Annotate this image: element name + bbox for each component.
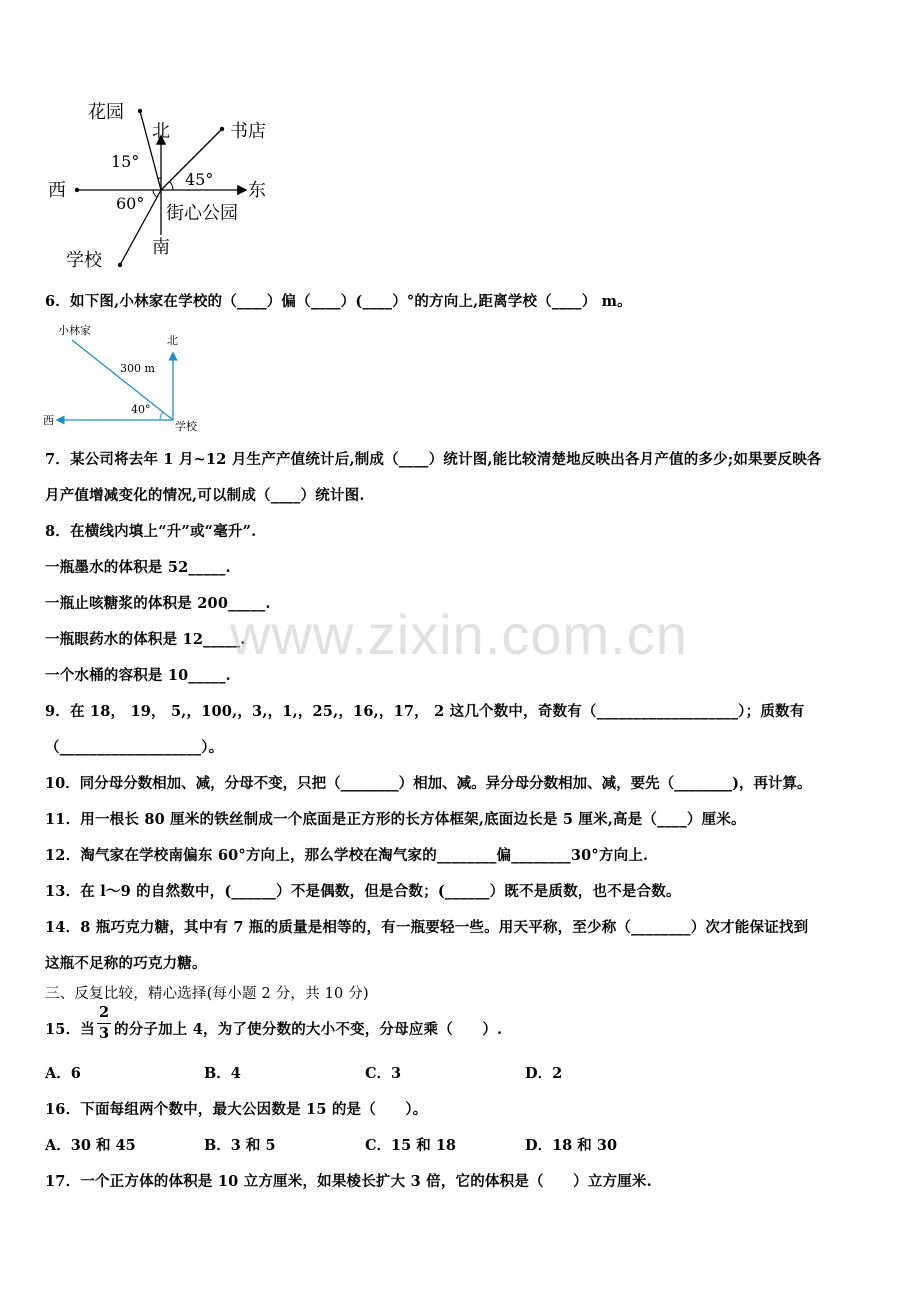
north-label-2: 北 (167, 334, 178, 347)
park-label: 街心公园 (166, 203, 238, 224)
garden-label: 花园 (88, 102, 124, 123)
question-8: 8．在横线内填上“升”或“毫升”. (45, 523, 257, 540)
question-8-a: 一瓶墨水的体积是 52_____. (45, 559, 231, 576)
north-label: 北 (152, 121, 170, 142)
angle-60-label: 60° (116, 194, 145, 213)
direction-diagram-home (40, 318, 220, 433)
question-8-b: 一瓶止咳糖浆的体积是 200_____. (45, 595, 271, 612)
home-label: 小林家 (58, 324, 91, 337)
question-12: 12．淘气家在学校南偏东 60°方向上，那么学校在淘气家的________偏________30°方向上. (45, 847, 649, 864)
angle-arc (160, 412, 163, 420)
angle-arc-60 (153, 190, 157, 197)
question-7-line-1: 7．某公司将去年 1 月~12 月生产产值统计后,制成（____）统计图,能比较清楚地反映出各月产值的多少;如果要反映各 (45, 451, 822, 468)
q15-option-a: A．6 (45, 1065, 81, 1082)
question-8-d: 一个水桶的容积是 10_____. (45, 667, 231, 684)
question-13: 13．在 l～9 的自然数中，(______）不是偶数，但是合数；(______）既不是质数，也不是合数。 (45, 883, 681, 900)
angle-45-label: 45° (185, 170, 214, 189)
garden-point (138, 109, 142, 113)
question-7-line-2: 月产值增减变化的情况,可以制成（____）统计图. (45, 487, 365, 504)
q15-option-c: C．3 (365, 1065, 402, 1082)
watermark: www.zixin.com.cn (230, 603, 688, 666)
school-label-2: 学校 (175, 420, 197, 433)
question-8-c: 一瓶眼药水的体积是 12_____. (45, 631, 246, 648)
q15-option-d: D．2 (525, 1065, 563, 1082)
question-17: 17．一个正方体的体积是 10 立方厘米，如果棱长扩大 3 倍，它的体积是（ ）立方厘米. (45, 1173, 652, 1190)
bookstore-label: 书店 (230, 121, 266, 142)
west-point (75, 188, 79, 192)
question-14-line-1: 14．8 瓶巧克力糖，其中有 7 瓶的质量是相等的，有一瓶要轻一些。用天平称，至少称（________）次才能保证找到 (45, 919, 809, 936)
home-line (72, 340, 173, 420)
east-label: 东 (248, 180, 266, 201)
q16-option-a: A．30 和 45 (45, 1137, 136, 1154)
angle-arc-45 (170, 182, 174, 191)
question-9-line-1: 9．在 18， 19， 5,，100,，3,，1,，25,，16,，17， 2 这几个数中，奇数有（___________________）；质数有 (45, 703, 805, 720)
question-6: 6．如下图,小林家在学校的（____）偏（____）(____）°的方向上,距离学校（____） m。 (45, 293, 632, 310)
question-9-line-2: （___________________）。 (45, 739, 224, 756)
direction-diagram-park (40, 95, 300, 275)
section-3-heading: 三、反复比较，精心选择(每小题 2 分，共 10 分) (45, 986, 369, 1002)
question-16: 16．下面每组两个数中，最大公因数是 15 的是（ ）。 (45, 1101, 428, 1118)
question-10: 10．同分母分数相加、减，分母不变，只把（________）相加、减。异分母分数相加、减，要先（________)，再计算。 (45, 775, 812, 792)
angle-15-label: 15° (111, 152, 140, 171)
question-15-suffix: 的分子加上 4，为了使分数的大小不变，分母应乘（ ）. (114, 1021, 503, 1038)
school-point (118, 263, 122, 267)
south-label: 南 (152, 237, 170, 258)
question-11: 11．用一根长 80 厘米的铁丝制成一个底面是正方形的长方体框架,底面边长是 5 厘米,高是（____）厘米。 (45, 811, 746, 828)
q15-option-b: B．4 (204, 1065, 241, 1082)
fraction-two-thirds (97, 1004, 111, 1043)
question-14-line-2: 这瓶不足称的巧克力糖。 (45, 955, 207, 972)
west-label: 西 (48, 180, 66, 201)
q16-option-c: C．15 和 18 (365, 1137, 456, 1154)
west-label-2: 西 (43, 414, 54, 427)
fraction-denominator: 3 (98, 1025, 110, 1042)
distance-label: 300 m (120, 362, 155, 375)
fraction-numerator: 2 (98, 1004, 110, 1021)
school-label: 学校 (66, 250, 102, 271)
q16-option-b: B．3 和 5 (204, 1137, 276, 1154)
question-15-prefix: 15．当 (45, 1021, 95, 1038)
bookstore-point (220, 127, 224, 131)
fraction-bar (97, 1023, 111, 1024)
q16-option-d: D．18 和 30 (525, 1137, 618, 1154)
angle-label: 40° (131, 403, 151, 416)
